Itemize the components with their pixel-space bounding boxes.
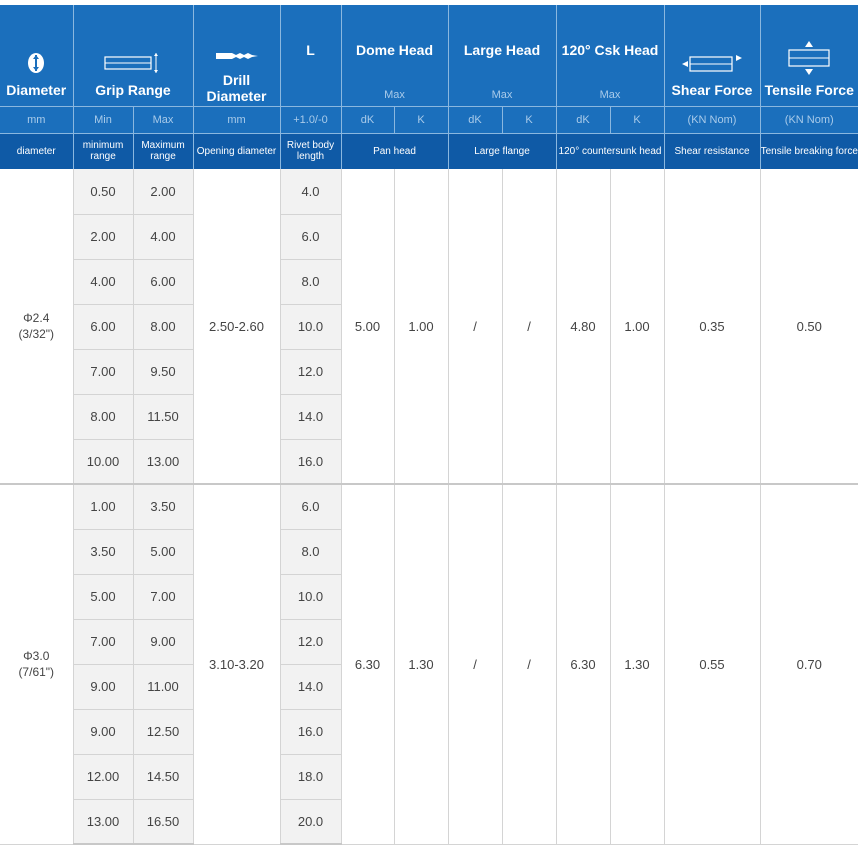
header-shear-force	[664, 5, 760, 106]
length-value: 18.0	[280, 754, 341, 799]
grip-max-value: 2.00	[133, 169, 193, 214]
dome-head-title: Dome Head	[355, 42, 434, 58]
rivet-diameter-icon	[0, 52, 73, 72]
large-head-desc: Large flange	[448, 133, 556, 169]
grip-max-value: 9.00	[133, 619, 193, 664]
grip-min-value: 1.00	[73, 484, 133, 529]
diameter-value: Φ3.0	[23, 649, 50, 664]
grip-max-value: 14.50	[133, 754, 193, 799]
grip-min-value: 7.00	[73, 619, 133, 664]
dome-k-label: K	[394, 106, 448, 133]
grip-range-icon	[74, 52, 193, 72]
length-value: 8.0	[280, 529, 341, 574]
csk-head-title: 120° Csk Head	[561, 42, 659, 58]
grip-min-value: 0.50	[73, 169, 133, 214]
csk-k-value: 1.30	[610, 484, 664, 844]
drill-desc: Opening diameter	[193, 133, 280, 169]
header-tensile-force	[760, 5, 858, 106]
large-head-title: Large Head	[463, 42, 541, 58]
dome-dk-value: 5.00	[341, 169, 394, 484]
large-k-label: K	[502, 106, 556, 133]
grip-min-value: 12.00	[73, 754, 133, 799]
length-tolerance: +1.0/-0	[280, 106, 341, 133]
length-value: 6.0	[280, 484, 341, 529]
csk-dk-label: dK	[556, 106, 610, 133]
diameter-title: Diameter	[6, 81, 67, 98]
large-k-value: /	[502, 484, 556, 844]
grip-min-value: 9.00	[73, 709, 133, 754]
length-value: 20.0	[280, 799, 341, 844]
dome-k-value: 1.30	[394, 484, 448, 844]
grip-min-value: 8.00	[73, 394, 133, 439]
shear-value: 0.55	[664, 484, 760, 844]
dome-dk-label: dK	[341, 106, 394, 133]
length-title: L	[306, 42, 315, 58]
grip-min-value: 3.50	[73, 529, 133, 574]
length-value: 4.0	[280, 169, 341, 214]
tensile-value: 0.50	[760, 169, 858, 484]
grip-min-value: 13.00	[73, 799, 133, 844]
diameter-inch-value: (7/61")	[18, 665, 55, 680]
tensile-value: 0.70	[760, 484, 858, 844]
length-value: 12.0	[280, 619, 341, 664]
header-large-head	[448, 5, 556, 106]
large-k-value: /	[502, 169, 556, 484]
header-csk-head	[556, 5, 664, 106]
grip-max-value: 11.50	[133, 394, 193, 439]
grip-min-value: 6.00	[73, 304, 133, 349]
diameter-desc: diameter	[0, 133, 73, 169]
header-drill-diameter	[193, 5, 280, 106]
drill-diameter-value: 3.10-3.20	[193, 484, 280, 844]
dome-dk-value: 6.30	[341, 484, 394, 844]
grip-min-value: 9.00	[73, 664, 133, 709]
grip-max-value: 5.00	[133, 529, 193, 574]
grip-max-value: 6.00	[133, 259, 193, 304]
grip-max-value: 13.00	[133, 439, 193, 484]
tensile-force-title: Tensile Force	[764, 81, 854, 98]
csk-k-label: K	[610, 106, 664, 133]
drill-diameter-value: 2.50-2.60	[193, 169, 280, 484]
drill-bit-icon	[194, 46, 280, 66]
grip-min-desc: minimum range	[73, 133, 133, 169]
shear-desc: Shear resistance	[664, 133, 760, 169]
grip-min-value: 5.00	[73, 574, 133, 619]
grip-max-value: 4.00	[133, 214, 193, 259]
dome-head-max: Max	[384, 89, 405, 101]
header-length	[280, 5, 341, 106]
large-dk-value: /	[448, 484, 502, 844]
length-desc: Rivet body length	[280, 133, 341, 169]
diameter-unit: mm	[0, 106, 73, 133]
tensile-desc: Tensile breaking force	[760, 133, 858, 169]
length-value: 16.0	[280, 439, 341, 484]
shear-value: 0.35	[664, 169, 760, 484]
grip-max-value: 3.50	[133, 484, 193, 529]
csk-k-value: 1.00	[610, 169, 664, 484]
header-grip-range	[73, 5, 193, 106]
grip-max-value: 9.50	[133, 349, 193, 394]
grip-min-value: 2.00	[73, 214, 133, 259]
grip-min-value: 4.00	[73, 259, 133, 304]
drill-diameter-title: Drill Diameter	[206, 71, 267, 104]
drill-unit: mm	[193, 106, 280, 133]
length-value: 16.0	[280, 709, 341, 754]
tensile-force-icon	[761, 40, 858, 76]
grip-max-value: 11.00	[133, 664, 193, 709]
length-value: 10.0	[280, 574, 341, 619]
length-value: 14.0	[280, 664, 341, 709]
table-body	[0, 169, 858, 844]
csk-head-desc: 120° countersunk head	[556, 133, 664, 169]
diameter-cell	[0, 169, 73, 484]
diameter-cell	[0, 484, 73, 844]
grip-max-value: 7.00	[133, 574, 193, 619]
csk-dk-value: 4.80	[556, 169, 610, 484]
grip-max-value: 12.50	[133, 709, 193, 754]
shear-force-icon	[665, 52, 760, 72]
length-value: 6.0	[280, 214, 341, 259]
grip-max-value: 16.50	[133, 799, 193, 844]
diameter-value: Φ2.4	[23, 311, 50, 325]
table-row	[0, 484, 858, 529]
length-value: 14.0	[280, 394, 341, 439]
csk-head-max: Max	[599, 89, 621, 101]
tensile-unit: (KN Nom)	[760, 106, 858, 133]
table-row	[0, 169, 858, 214]
header-dome-head	[341, 5, 448, 106]
grip-min-value: 10.00	[73, 439, 133, 484]
length-value: 10.0	[280, 304, 341, 349]
grip-max-desc: Maximum range	[133, 133, 193, 169]
rivet-spec-table	[0, 5, 858, 845]
large-dk-label: dK	[448, 106, 502, 133]
shear-unit: (KN Nom)	[664, 106, 760, 133]
large-head-max: Max	[491, 89, 513, 101]
grip-max-value: 8.00	[133, 304, 193, 349]
grip-range-title: Grip Range	[95, 81, 171, 98]
dome-k-value: 1.00	[394, 169, 448, 484]
grip-min-value: 7.00	[73, 349, 133, 394]
length-value: 12.0	[280, 349, 341, 394]
csk-dk-value: 6.30	[556, 484, 610, 844]
diameter-inch-value: (3/32")	[18, 327, 55, 341]
grip-min-label: Min	[73, 106, 133, 133]
dome-head-desc: Pan head	[341, 133, 448, 169]
header-diameter	[0, 5, 73, 106]
grip-max-label: Max	[133, 106, 193, 133]
shear-force-title: Shear Force	[671, 81, 753, 98]
length-value: 8.0	[280, 259, 341, 304]
large-dk-value: /	[448, 169, 502, 484]
